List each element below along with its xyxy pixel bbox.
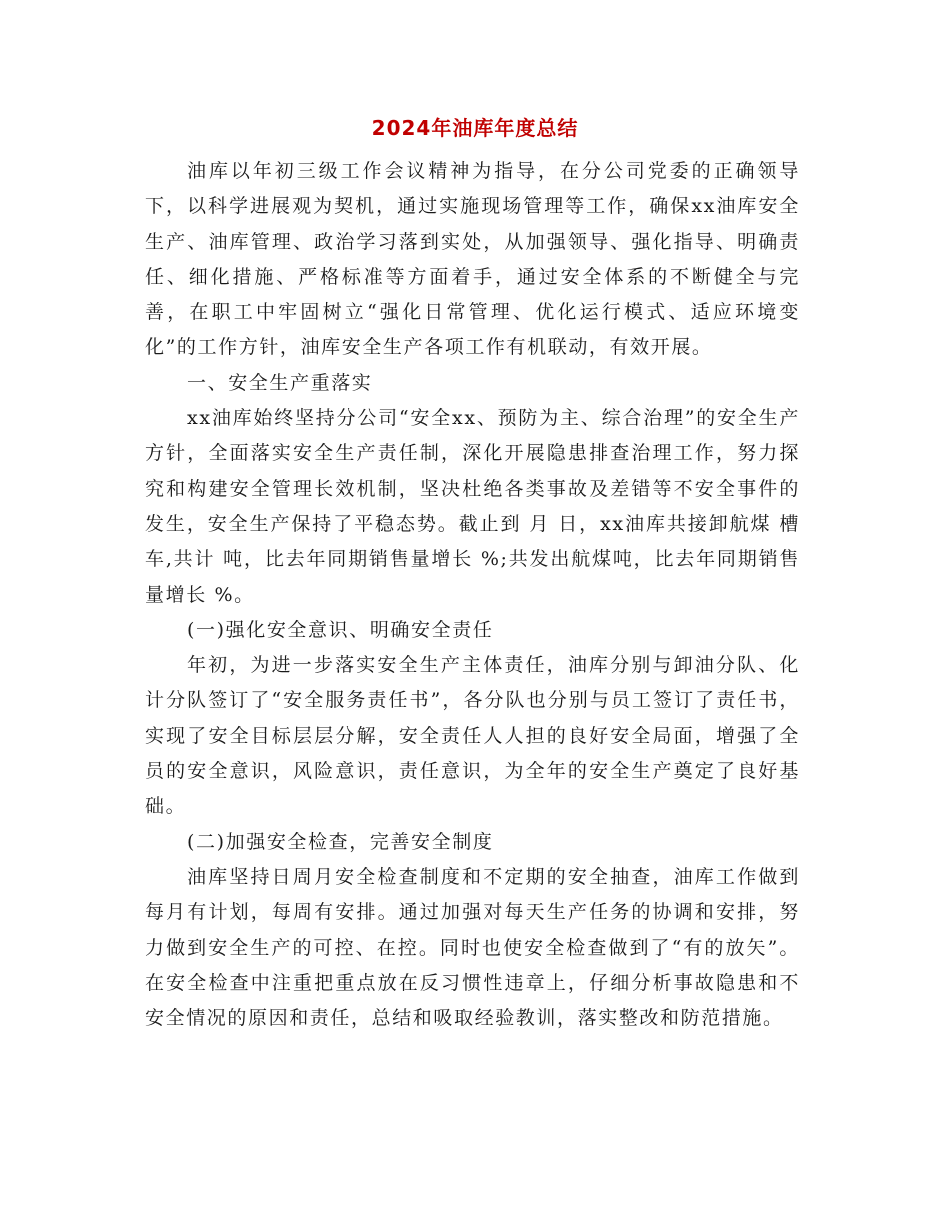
- intro-paragraph: 油库以年初三级工作会议精神为指导，在分公司党委的正确领导下，以科学进展观为契机，通过实施现场管理等工作，确保xx油库安全生产、油库管理、政治学习落到实处，从加强领导、强化指导、明确责任、细化措施、严格标准等方面着手，通过安全体系的不断健全与完善，在职工中牢固树立“强化日常管理、优化运行模式、适应环境变化”的工作方针，油库安全生产各项工作有机联动，有效开展。: [145, 160, 800, 359]
- inspection-paragraph: 油库坚持日周月安全检查制度和不定期的安全抽查，油库工作做到每月有计划，每周有安排。通过加强对每天生产任务的协调和安排，努力做到安全生产的可控、在控。同时也使安全检查做到了“有的放矢”。在安全检查中注重把重点放在反习惯性违章上，仔细分析事故隐患和不安全情况的原因和责任，总结和吸取经验教训，落实整改和防范措施。: [145, 865, 800, 1030]
- safety-paragraph: xx油库始终坚持分公司“安全xx、预防为主、综合治理”的安全生产方针，全面落实安全生产责任制，深化开展隐患排查治理工作，努力探究和构建安全管理长效机制，坚决杜绝各类事故及差错等不安全事件的发生，安全生产保持了平稳态势。截止到 月 日，xx油库共接卸航煤 槽车,共计 吨，比去年同期销售量增长 %;共发出航煤吨，比去年同期销售量增长 %。: [145, 407, 800, 606]
- document-body: [145, 154, 800, 1036]
- subsection-heading-inspection: (二)加强安全检查，完善安全制度: [187, 830, 494, 853]
- document-title: 2024年油库年度总结: [371, 116, 579, 140]
- awareness-paragraph: 年初，为进一步落实安全生产主体责任，油库分别与卸油分队、化计分队签订了“安全服务责任书”，各分队也分别与员工签订了责任书，实现了安全目标层层分解，安全责任人人担的良好安全局面，增强了全员的安全意识，风险意识，责任意识，为全年的安全生产奠定了良好基础。: [145, 654, 800, 818]
- section-heading-safety: 一、安全生产重落实: [187, 371, 373, 394]
- subsection-heading-awareness: (一)强化安全意识、明确安全责任: [187, 618, 494, 641]
